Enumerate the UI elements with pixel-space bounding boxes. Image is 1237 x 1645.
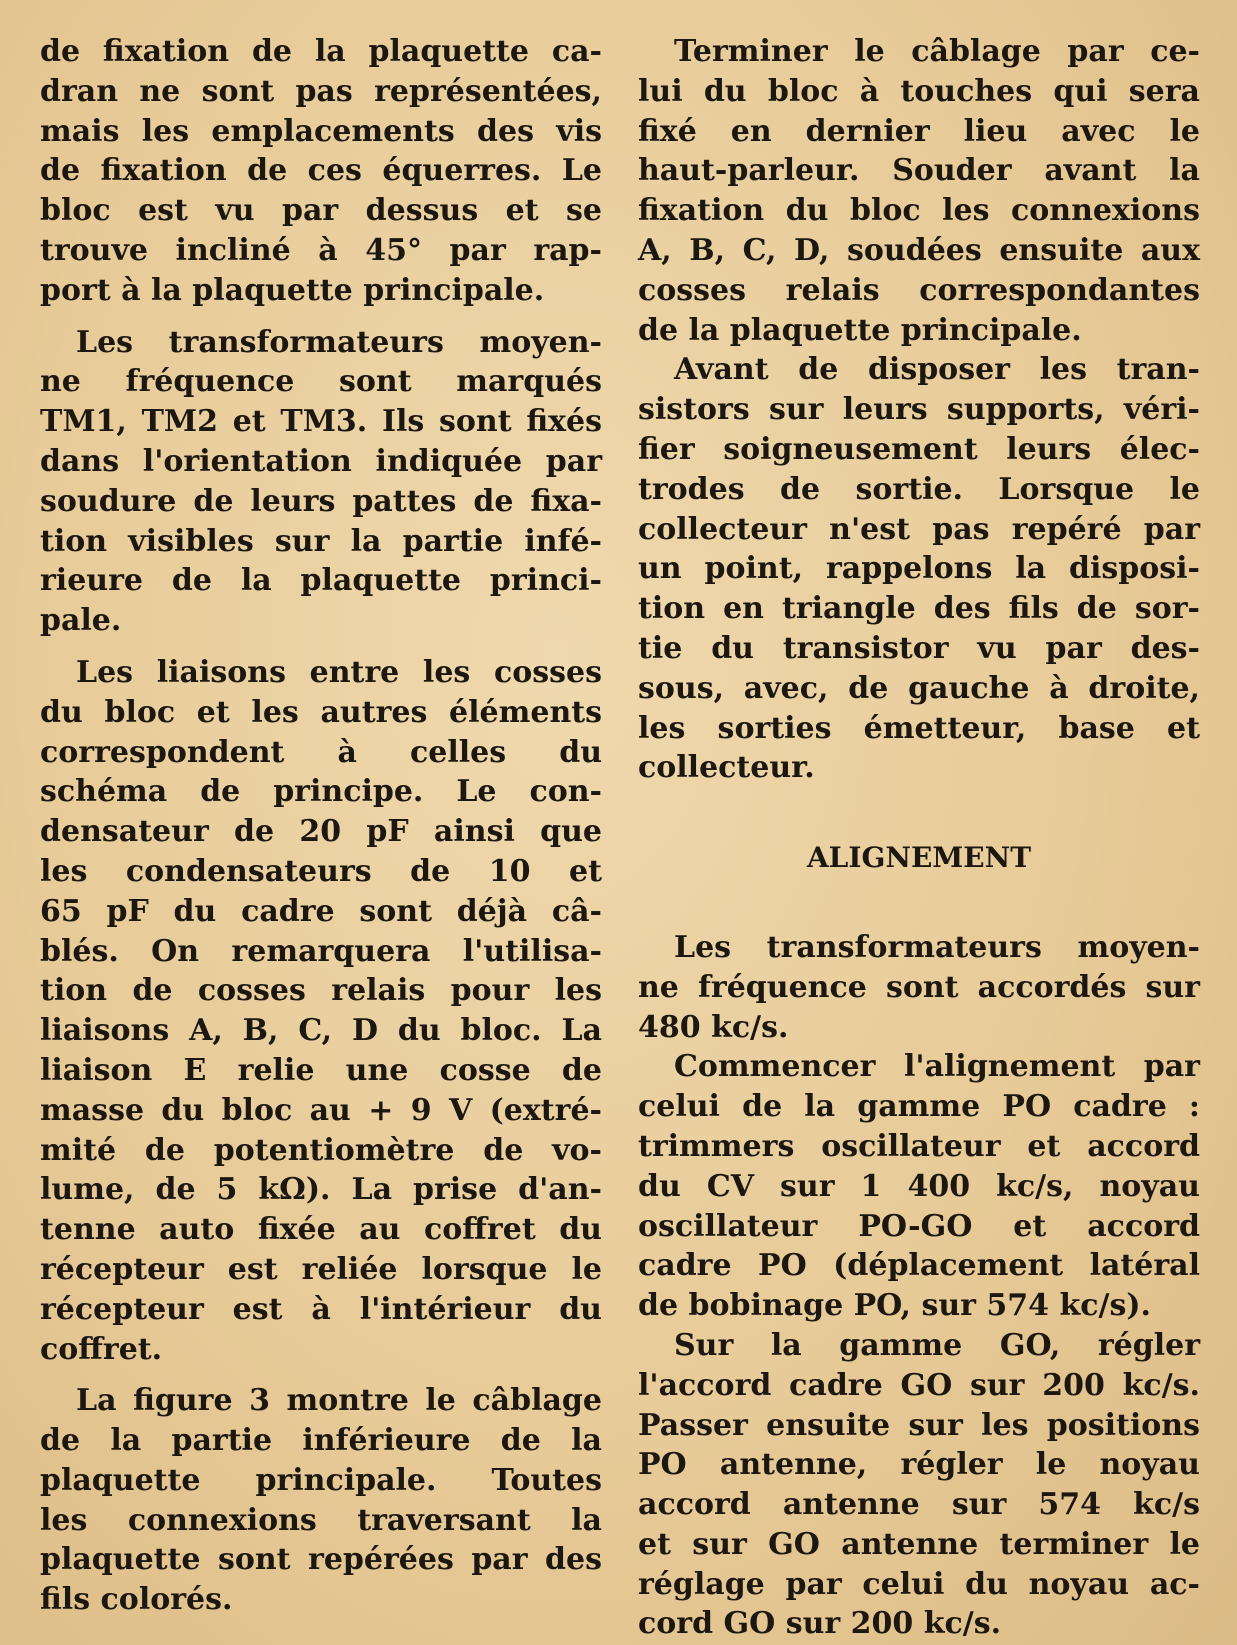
text-line: accord antenne sur 574 kc/s — [638, 1487, 1200, 1523]
text-line: tenne auto fixée au coffret du — [40, 1212, 602, 1248]
text-line: TM1, TM2 et TM3. Ils sont fixés — [40, 404, 602, 440]
text-line: fils colorés. — [40, 1582, 233, 1618]
text-line: trodes de sortie. Lorsque le — [638, 471, 1200, 507]
text-line: port à la plaquette principale. — [40, 272, 545, 308]
paragraph — [40, 323, 602, 641]
text-line: oscillateur PO-GO et accord — [638, 1208, 1200, 1244]
text-line: plaquette principale. Toutes — [40, 1462, 602, 1498]
text-line: lui du bloc à touches qui sera — [638, 73, 1200, 109]
text-line: trimmers oscillateur et accord — [638, 1128, 1200, 1164]
text-line: et sur GO antenne terminer le — [638, 1526, 1200, 1562]
text-line: fixé en dernier lieu avec le — [638, 113, 1200, 149]
text-line: lume, de 5 kΩ). La prise d'an- — [40, 1172, 602, 1208]
text-line: pale. — [40, 603, 122, 639]
text-line: de fixation de ces équerres. Le — [40, 153, 602, 189]
text-line: collecteur. — [638, 750, 815, 786]
text-line: PO antenne, régler le noyau — [638, 1447, 1200, 1483]
section-gap — [638, 878, 1200, 928]
text-line: 480 kc/s. — [638, 1009, 789, 1045]
text-line: Les transformateurs moyen- — [674, 929, 1200, 965]
text-line: schéma de principe. Le con- — [40, 774, 602, 810]
text-line: tion en triangle des fils de sor- — [638, 591, 1200, 627]
text-line: soudure de leurs pattes de fixa- — [40, 483, 602, 519]
text-line: 65 pF du cadre sont déjà câ- — [40, 893, 602, 929]
text-line: cord GO sur 200 kc/s. — [638, 1606, 1002, 1642]
text-line: liaison E relie une cosse de — [40, 1052, 602, 1088]
text-line: fixation du bloc les connexions — [638, 193, 1200, 229]
text-line: masse du bloc au + 9 V (extré- — [40, 1092, 602, 1128]
text-line: liaisons A, B, C, D du bloc. La — [40, 1013, 602, 1049]
text-line: réglage par celui du noyau ac- — [638, 1566, 1200, 1602]
text-line: plaquette sont repérées par des — [40, 1542, 602, 1578]
paragraph — [40, 1381, 602, 1620]
text-line: tion visibles sur la partie infé- — [40, 523, 602, 559]
text-line: un point, rappelons la disposi- — [638, 551, 1200, 587]
paragraph — [40, 653, 602, 1369]
text-line: de bobinage PO, sur 574 kc/s). — [638, 1288, 1152, 1324]
text-line: celui de la gamme PO cadre : — [638, 1089, 1200, 1125]
paragraph-gap — [40, 1369, 602, 1381]
text-line: les condensateurs de 10 et — [40, 853, 602, 889]
paragraph — [638, 928, 1200, 1047]
text-line: Les liaisons entre les cosses — [76, 654, 602, 690]
text-line: de la plaquette principale. — [638, 312, 1082, 348]
text-line: dran ne sont pas représentées, — [40, 73, 602, 109]
text-line: récepteur est à l'intérieur du — [40, 1291, 602, 1327]
paragraph — [40, 32, 602, 311]
text-line: les sorties émetteur, base et — [638, 710, 1200, 746]
paragraph — [638, 350, 1200, 788]
paragraph — [638, 1326, 1200, 1644]
text-line: trouve incliné à 45° par rap- — [40, 232, 602, 268]
text-line: fier soigneusement leurs élec- — [638, 431, 1200, 467]
text-line: Commencer l'alignement par — [674, 1049, 1200, 1085]
text-line: dans l'orientation indiquée par — [40, 443, 602, 479]
text-line: blés. On remarquera l'utilisa- — [40, 933, 602, 969]
text-line: coffret. — [40, 1331, 163, 1367]
text-line: les connexions traversant la — [40, 1502, 602, 1538]
text-line: cadre PO (déplacement latéral — [638, 1248, 1200, 1284]
text-line: Terminer le câblage par ce- — [674, 34, 1200, 69]
text-line: de fixation de la plaquette ca- — [40, 34, 602, 69]
text-line: sistors sur leurs supports, véri- — [638, 392, 1200, 428]
text-line: haut-parleur. Souder avant la — [638, 153, 1200, 189]
text-line: rieure de la plaquette princi- — [40, 563, 602, 599]
paragraph — [638, 1047, 1200, 1326]
text-line: collecteur n'est pas repéré par — [638, 511, 1200, 547]
text-line: cosses relais correspondantes — [638, 272, 1200, 308]
text-line: ne fréquence sont accordés sur — [638, 969, 1200, 1005]
text-line: mité de potentiomètre de vo- — [40, 1132, 602, 1168]
paragraph — [638, 32, 1200, 350]
text-line: récepteur est reliée lorsque le — [40, 1251, 602, 1287]
section-heading: ALIGNEMENT — [806, 841, 1032, 875]
text-line: du CV sur 1 400 kc/s, noyau — [638, 1168, 1200, 1204]
right-column — [638, 32, 1200, 1644]
text-line: densateur de 20 pF ainsi que — [40, 814, 602, 850]
text-line: Passer ensuite sur les positions — [638, 1407, 1200, 1443]
text-line: sous, avec, de gauche à droite, — [638, 670, 1200, 706]
paragraph-gap — [40, 641, 602, 653]
text-line: Sur la gamme GO, régler — [674, 1327, 1200, 1363]
text-line: ne fréquence sont marqués — [40, 364, 602, 400]
text-line: tion de cosses relais pour les — [40, 973, 602, 1009]
text-line: Avant de disposer les tran- — [674, 352, 1200, 388]
text-line: mais les emplacements des vis — [40, 113, 602, 149]
text-line: bloc est vu par dessus et se — [40, 193, 602, 229]
text-line: de la partie inférieure de la — [40, 1423, 602, 1459]
text-line: tie du transistor vu par des- — [638, 630, 1200, 666]
paragraph-gap — [40, 311, 602, 323]
text-line: Les transformateurs moyen- — [76, 324, 602, 360]
text-line: La figure 3 montre le câblage — [76, 1383, 602, 1419]
left-column — [40, 32, 602, 1620]
text-line: A, B, C, D, soudées ensuite aux — [638, 232, 1200, 268]
text-line: correspondent à celles du — [40, 734, 602, 770]
text-line: du bloc et les autres éléments — [40, 694, 602, 730]
text-line: l'accord cadre GO sur 200 kc/s. — [638, 1367, 1200, 1403]
section-gap — [638, 788, 1200, 838]
